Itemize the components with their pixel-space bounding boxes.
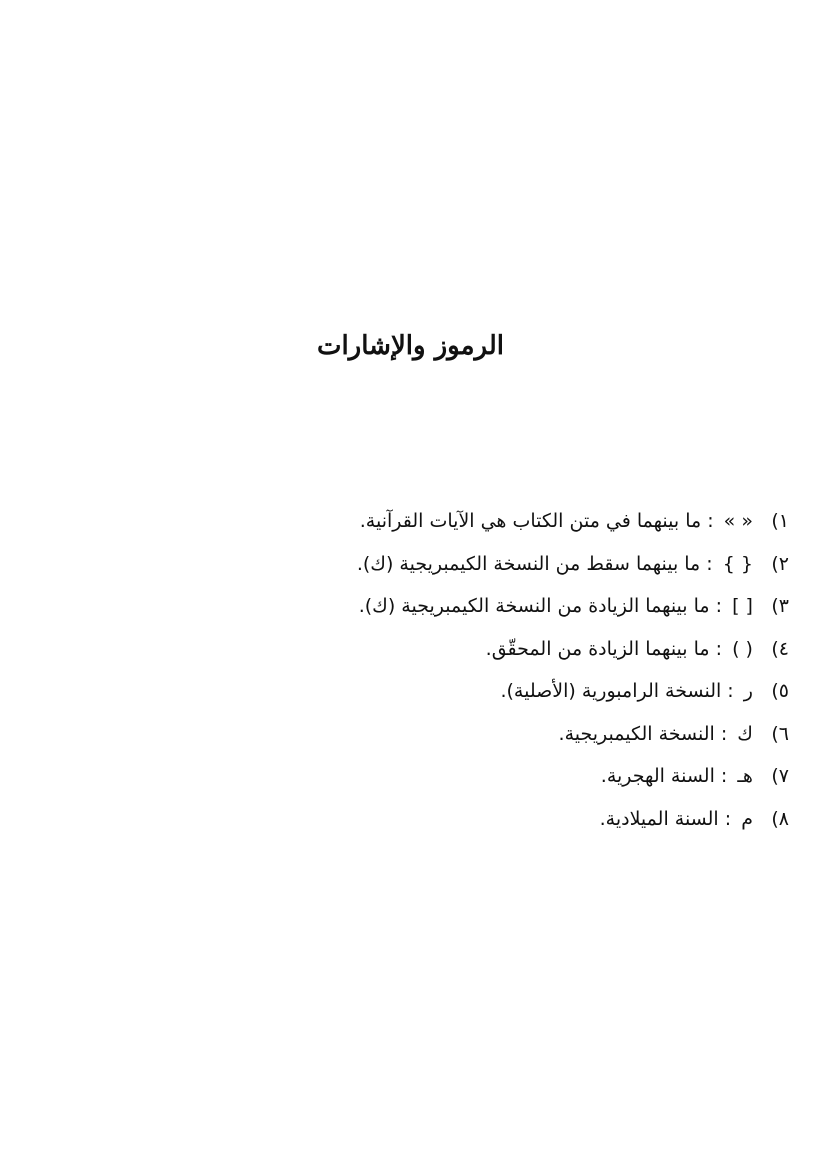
list-item <box>269 713 789 756</box>
item-description: : ما بينهما سقط من النسخة الكيمبريجية (ك). <box>356 552 713 575</box>
item-number: ٢) <box>771 552 789 575</box>
item-symbol: [ ] <box>732 595 753 617</box>
item-symbol: ر <box>743 680 753 702</box>
item-description: : ما بينهما في متن الكتاب هي الآيات القرآنية. <box>359 510 714 532</box>
item-number: ٨) <box>771 807 789 830</box>
item-number: ٤) <box>771 637 789 660</box>
item-symbol: { } <box>722 552 753 575</box>
item-description: : ما بينهما الزيادة من المحقّق. <box>485 637 723 660</box>
item-description: : ما بينهما الزيادة من النسخة الكيمبريجية (ك). <box>358 595 723 617</box>
item-symbol: « » <box>723 510 753 532</box>
list-item <box>269 628 789 671</box>
item-symbol: ( ) <box>732 637 753 660</box>
item-symbol: هـ <box>737 765 753 787</box>
list-item <box>269 670 789 713</box>
item-symbol: ك <box>737 722 753 745</box>
item-symbol: م <box>741 807 753 830</box>
item-number: ٥) <box>771 680 789 702</box>
list-item <box>269 500 789 543</box>
page-title: الرموز والإشارات <box>316 331 505 361</box>
list-item <box>269 798 789 841</box>
item-description: : السنة الميلادية. <box>599 807 732 830</box>
list-item <box>269 543 789 586</box>
item-description: : النسخة الرامبورية (الأصلية). <box>500 680 734 702</box>
item-number: ٦) <box>771 722 789 745</box>
item-description: : النسخة الكيمبريجية. <box>558 722 728 745</box>
item-number: ١) <box>771 510 789 532</box>
list-item <box>269 585 789 628</box>
symbols-legend-list <box>269 500 789 840</box>
list-item <box>269 755 789 798</box>
item-number: ٧) <box>771 765 789 787</box>
item-description: : السنة الهجرية. <box>600 765 728 787</box>
item-number: ٣) <box>771 595 789 617</box>
